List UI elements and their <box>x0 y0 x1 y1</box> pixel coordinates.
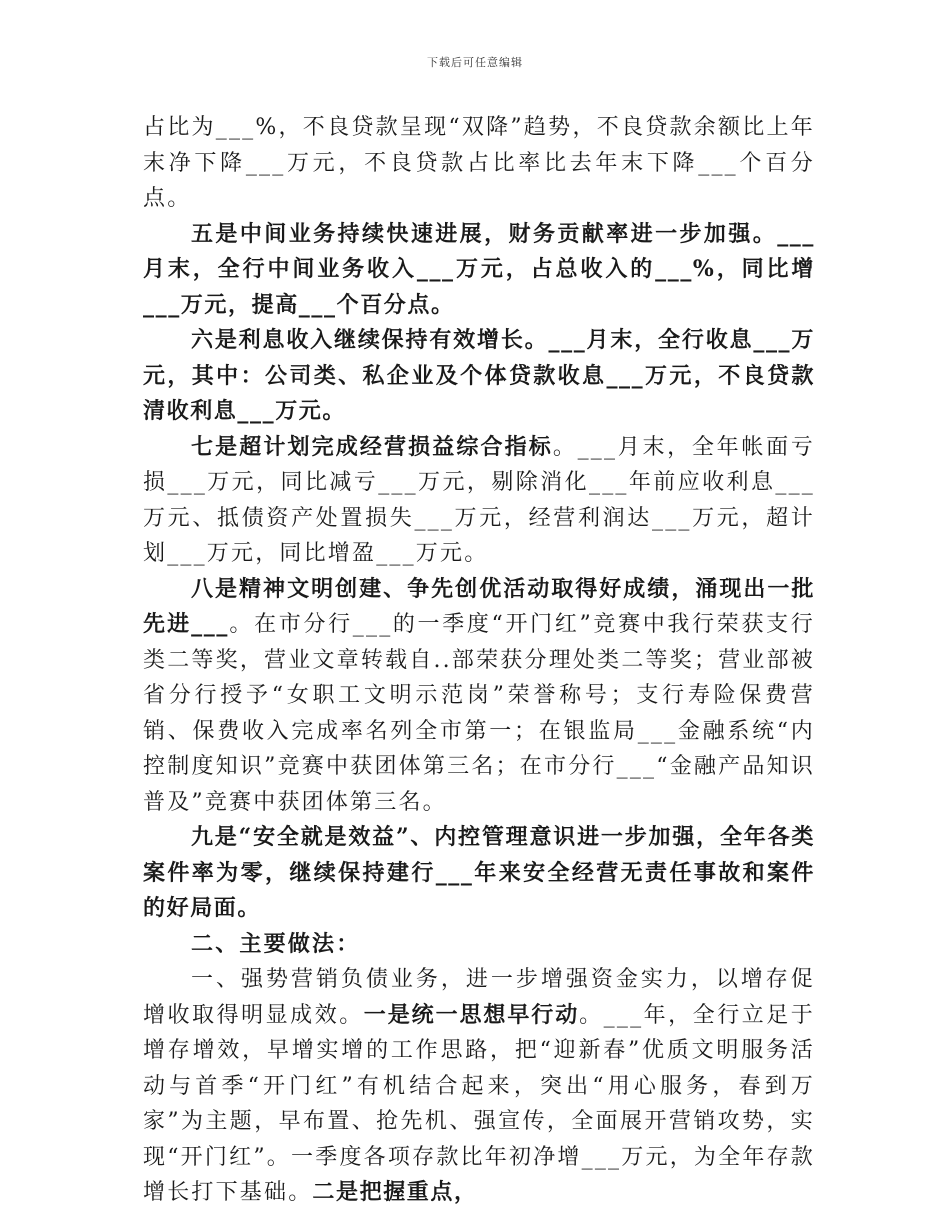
paragraph-profit-loss <box>143 430 815 572</box>
paragraph-civilization-lead: 八是精神文明创建、争先创优活动取得好成绩，涌现出一批先进___ <box>143 575 815 637</box>
page-header: 下载后可任意编辑 <box>427 56 523 69</box>
section-heading-main-practices: 二、主要做法： <box>191 930 361 957</box>
paragraph-liability-intro: 一、强势营销负债业务，进一步增强资金实力，以增存促增收取得明显成效。 <box>143 967 815 1028</box>
paragraph-liability-point-one: 一是统一思想早行动 <box>363 1001 580 1028</box>
paragraph-safety: 九是“安全就是效益”、内控管理意识进一步加强，全年各类案件率为零，继续保持建行___年来安全经营无责任事故和案件的好局面。 <box>143 824 815 921</box>
paragraph-liability-marketing <box>143 962 815 1211</box>
paragraph-npl-ratio: 占比为___%，不良贷款呈现“双降”趋势，不良贷款余额比上年末净下降___万元，不良贷款占比率比去年末下降___个百分点。 <box>143 115 815 211</box>
paragraph-interest-income: 六是利息收入继续保持有效增长。___月末，全行收息___万元，其中：公司类、私企业及个体贷款收息___万元，不良贷款清收利息___万元。 <box>143 327 815 424</box>
paragraph-liability-body: 。___年，全行立足于增存增效，早增实增的工作思路，把“迎新春”优质文明服务活动与首季“开门红”有机结合起来，突出“用心服务，春到万家”为主题，早布置、抢先机、强宣传，全面展开营销攻势，实现“开门红”。一季度各项存款比年初净增___万元，为全年存款增长打下基础。 <box>143 1002 815 1205</box>
paragraph-civilization <box>143 572 815 821</box>
paragraph-civilization-body: 。在市分行___的一季度“开门红”竞赛中我行荣获支行类二等奖，营业文章转载自..部荣获分理处类二等奖；营业部被省分行授予“女职工文明示范岗”荣誉称号；支行寿险保费营销、保费收入完成率名列全市第一；在银监局___金融系统“内控制度知识”竞赛中获团体第三名；在市分行___“金融产品知识普及”竞赛中获团体第三名。 <box>143 612 815 815</box>
document-body <box>143 110 815 1211</box>
paragraph-profit-loss-body: 。___月末，全年帐面亏损___万元，同比减亏___万元，剔除消化___年前应收利息___万元、抵债资产处置损失___万元，经营利润达___万元，超计划___万元，同比增盈___万元。 <box>143 434 815 566</box>
paragraph-liability-point-two: 二是把握重点， <box>312 1179 478 1205</box>
paragraph-intermediate-business: 五是中间业务持续快速进展，财务贡献率进一步加强。___月末，全行中间业务收入___万元，占总收入的___%，同比增___万元，提高___个百分点。 <box>143 220 815 318</box>
paragraph-profit-loss-lead: 七是超计划完成经营损益综合指标 <box>191 433 553 460</box>
